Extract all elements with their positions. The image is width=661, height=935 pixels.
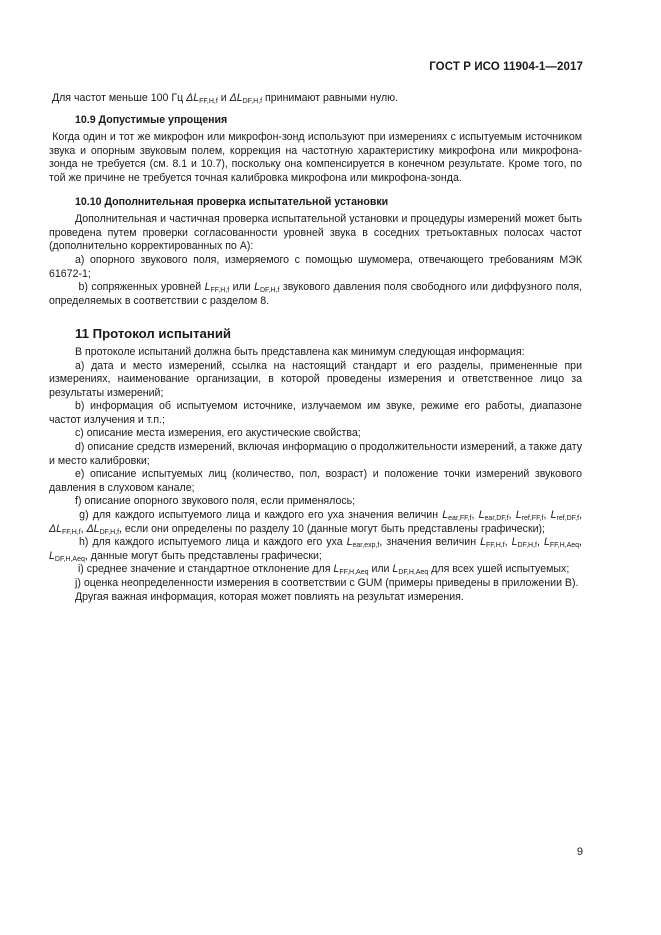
section-10-10-heading: 10.10 Дополнительная проверка испытательной установки xyxy=(75,195,389,208)
symbol: L xyxy=(480,536,486,549)
symbol: L xyxy=(515,509,522,522)
symbol: L xyxy=(478,509,485,522)
text-fragment: или xyxy=(368,563,393,576)
symbol: L xyxy=(346,536,353,549)
section-11-item-e: е) описание испытуемых лиц (количество, пол, возраст) и положение точки измерений звукового давления в слуховом канале; xyxy=(49,468,582,494)
subscript: FF,H,f xyxy=(210,287,230,295)
text-fragment: , данные могут быть представлены графически; xyxy=(84,549,322,562)
section-11-item-f: f) описание опорного звукового поля, если применялось; xyxy=(75,495,356,508)
page-content xyxy=(49,92,582,604)
symbol: L xyxy=(254,281,260,294)
subscript: ref,FF,f xyxy=(521,515,544,523)
page-number: 9 xyxy=(576,846,583,858)
document-code-header: ГОСТ Р ИСО 11904-1—2017 xyxy=(429,61,583,73)
text-fragment: i) среднее значение и стандартное отклонение для xyxy=(77,563,334,576)
symbol: ΔL xyxy=(49,522,62,535)
subscript: DF,H,f xyxy=(242,98,263,105)
section-11-item-g: g) для каждого испытуемого лица и каждого его уха значения величин $L_{ear,FF,f}$, $L_{ear,DF,f}$, $L_{ref,FF,f}$, $L_{ref,DF,f}$, $\Delta L_{FF,H,f}$, $\Delta L_{DF,H,f}$, если они определены по разделу 10 (данные могут быть представлены графически); xyxy=(49,509,583,536)
section-11-heading: 11 Протокол испытаний xyxy=(75,326,232,342)
text-fragment: , если они определены по разделу 10 (данные могут быть представлены графически); xyxy=(119,522,545,535)
text-fragment: или xyxy=(229,281,255,294)
symbol: L xyxy=(550,509,557,522)
subscript: ear,DF,f xyxy=(484,515,509,523)
subscript: DF,H,Aeq xyxy=(398,569,429,577)
subscript: ref,DF,f xyxy=(556,515,580,523)
section-10-10-paragraph: Дополнительная и частичная проверка испытательной установки и процедуры измерений может быть проведена путем проверки согласованности уровней звука в соседних третьоктавных полосах частот (дополнительно корректированных по A): xyxy=(49,213,582,253)
section-11-intro: В протоколе испытаний должна быть представлена как минимум следующая информация: xyxy=(75,345,525,358)
symbol: L xyxy=(204,281,211,294)
symbol: ΔL xyxy=(186,92,200,104)
section-11-item-h: h) для каждого испытуемого лица и каждого его уха $L_{ear,exp,f}$, значения величин $L_{FF,H,f}$, $L_{DF,H,f}$, $L_{FF,H,Aeq}$, $L_{DF,H,Aeq}$, данные могут быть представлены графически; xyxy=(49,536,582,563)
subscript: FF,H,f xyxy=(485,542,505,550)
subscript: ear,exp,f xyxy=(352,542,380,550)
section-11-closing: Другая важная информация, которая может повлиять на результат измерения. xyxy=(75,590,464,603)
section-10-10-item-b xyxy=(49,281,582,308)
text-fragment: b) сопряженных уровней xyxy=(78,281,205,294)
section-10-9-paragraph xyxy=(49,131,582,185)
text-fragment: звукового давления поля свободного или диффузного поля, определяемых в соответствии с разделом 8. xyxy=(49,281,582,307)
text-fragment: g) для каждого испытуемого лица и каждого его уха значения величин xyxy=(79,509,443,522)
subscript: ear,FF,f xyxy=(448,515,472,523)
symbol: L xyxy=(511,536,518,549)
subscript: DF,H,Aeq xyxy=(54,555,85,563)
section-11-item-i xyxy=(49,563,582,577)
subscript: FF,H,Aeq xyxy=(549,542,580,550)
intro-line xyxy=(49,92,582,106)
section-11-item-a: а) дата и место измерений, ссылка на настоящий стандарт и его разделы, примененные при измерениях, наименование организации, в которой проведены измерения и ответственное лицо за результаты измерений; xyxy=(49,359,582,399)
text-fragment: и xyxy=(217,92,230,104)
subscript: DF,H,f xyxy=(260,287,280,295)
symbol: L xyxy=(392,563,399,576)
symbol: ΔL xyxy=(229,92,243,104)
text-fragment: Для частот меньше 100 Гц xyxy=(51,92,187,104)
section-10-10-item-a: а) опорного звукового поля, измеряемого с помощью шумомера, отвечающего требованиям МЭК 61672-1; xyxy=(49,253,582,280)
paragraph-text: Когда один и тот же микрофон или микрофон-зонд используют при измерениях с испытуемым источником звука и опорным звуковым полем, коррекция на частотную характеристику микрофона или микрофона-зонда не требуется (см. 8.1 и 10.7), поскольку она компенсируется в конечном результате. Кроме того, по той же причине не требуется точная калибровка микрофона или микрофона-зонда. xyxy=(49,131,582,184)
subscript: FF,H,Aeq xyxy=(339,569,369,577)
symbol: L xyxy=(49,549,55,562)
subscript: FF,H,f xyxy=(199,98,218,105)
subscript: DF,H,f xyxy=(517,542,537,550)
section-11-item-b: b) информация об испытуемом источнике, излучаемом им звуке, режиме его работы, диапазоне частот излучения и т.п.; xyxy=(49,400,582,426)
text-fragment: h) для каждого испытуемого лица и каждого его уха xyxy=(79,536,347,549)
symbol: ΔL xyxy=(86,522,100,535)
section-11-item-d: d) описание средств измерений, включая информацию о продолжительности измерений, а также дату и место калибровки; xyxy=(49,441,582,467)
section-11-item-c: с) описание места измерения, его акустические свойства; xyxy=(75,427,361,440)
symbol: L xyxy=(543,536,550,549)
symbol: L xyxy=(333,563,340,576)
subscript: FF,H,f xyxy=(62,528,81,536)
text-fragment: для всех ушей испытуемых; xyxy=(428,563,570,576)
section-10-9-heading: 10.9 Допустимые упрощения xyxy=(75,113,228,126)
text-fragment: , значения величин xyxy=(379,536,481,549)
text-fragment: принимают равными нулю. xyxy=(262,92,399,104)
section-11-item-j: j) оценка неопределенности измерения в соответствии с GUM (примеры приведены в приложении В). xyxy=(75,577,579,589)
subscript: DF,H,f xyxy=(99,528,120,536)
symbol: L xyxy=(442,509,449,522)
